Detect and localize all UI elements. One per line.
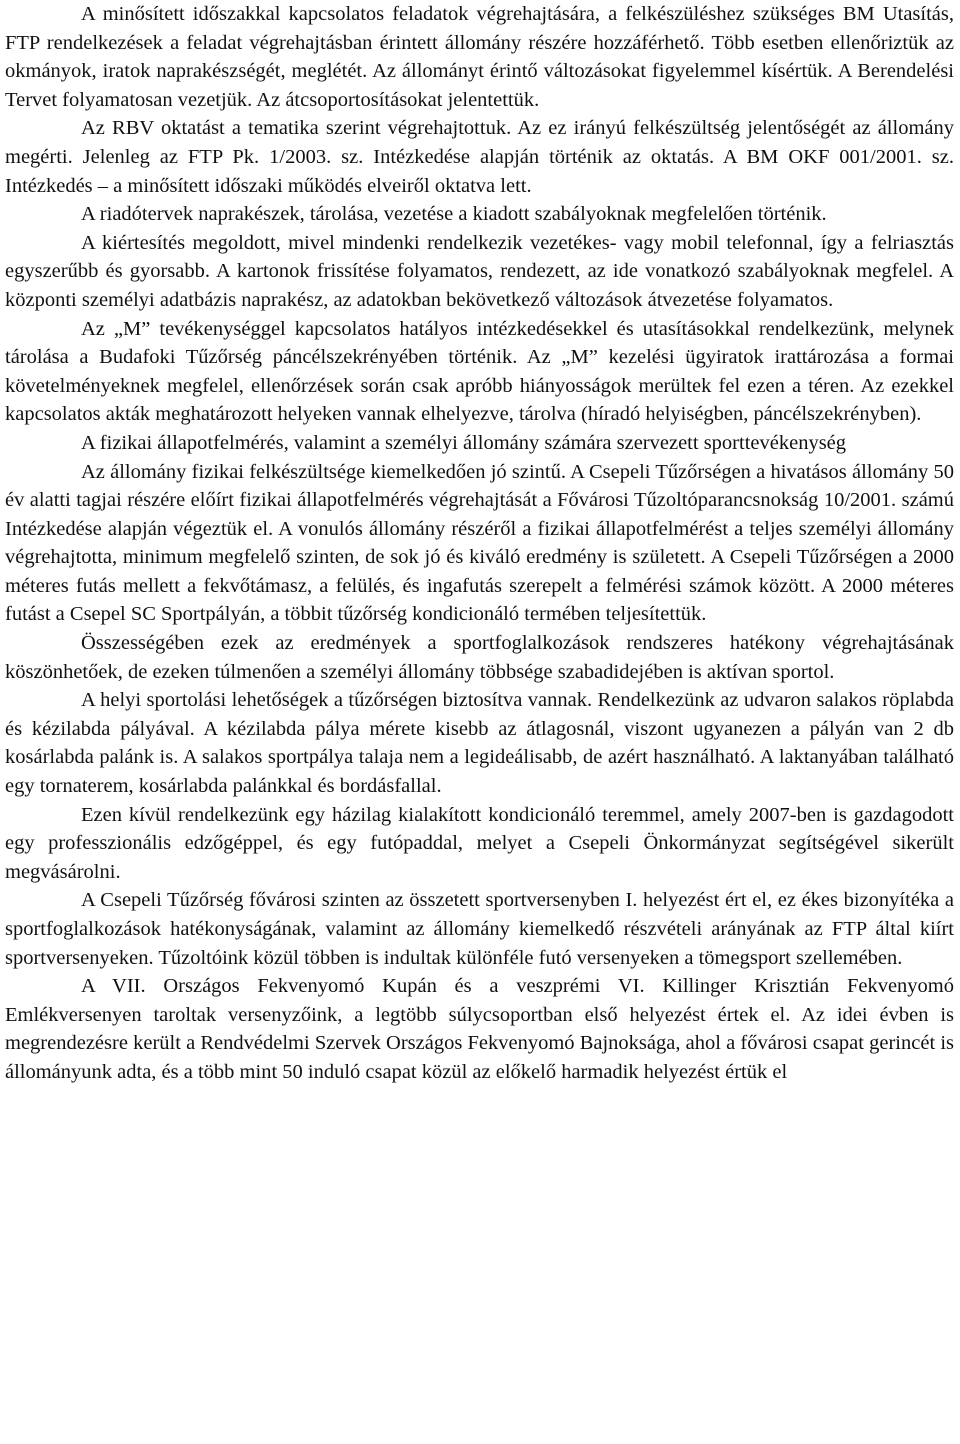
paragraph-bench-press: A VII. Országos Fekvenyomó Kupán és a veszprémi VI. Killinger Krisztián Fekvenyomó Emlékversenyen taroltak versenyzőink, a legtöbb súlycsoportban első helyezést értek el. Az idei évben is megrendezésre került a Rendvédelmi Szervek Országos Fekvenyomó Bajnoksága, ahol a fővárosi csapat gerincét is állományunk adta, és a több mint 50 induló csapat közül az előkelő harmadik helyezést értük el: [5, 975, 954, 1083]
paragraph-sport-facilities: A helyi sportolási lehetőségek a tűzőrségen biztosítva vannak. Rendelkezünk az udvaron salakos röplabda és kézilabda pályával. A kézilabda pálya mérete kisebb az átlagosnál, viszont ugyanezen a pályán van 2 db kosárlabda palánk is. A salakos sportpálya talaja nem a legideálisabb, de azért használható. A laktanyában található egy tornaterem, kosárlabda palánkkal és bordásfallal.: [5, 689, 954, 798]
document-body: [5, 0, 954, 1087]
paragraph-m-activity: Az „M” tevékenységgel kapcsolatos hatályos intézkedésekkel és utasításokkal rendelkezünk, melynek tárolása a Budafoki Tűzőrség páncélszekrényében történik. Az „M” kezelési ügyiratok irattározása a formai követelményeknek megfelel, ellenőrzések során csak apróbb hiányosságok merültek fel ezen a téren. Az ezekkel kapcsolatos akták meghatározott helyeken vannak elhelyezve, tárolva (híradó helyiségben, páncélszekrényben).: [5, 317, 954, 426]
paragraph-results-summary: Összességében ezek az eredmények a sportfoglalkozások rendszeres hatékony végrehajtásának köszönhetőek, de ezeken túlmenően a személyi állomány többsége szabadidejében is aktívan sportol.: [5, 632, 954, 683]
paragraph-fitness-room: Ezen kívül rendelkezünk egy házilag kialakított kondicionáló teremmel, amely 2007-ben is gazdagodott egy professzionális edzőgéppel, és egy futópaddal, melyet a Csepeli Önkormányzat segítségével sikerült megvásárolni.: [5, 803, 954, 883]
paragraph-rbv-training: Az RBV oktatást a tematika szerint végrehajtottuk. Az ez irányú felkészültség jelentőségét az állomány megérti. Jelenleg az FTP Pk. 1/2003. sz. Intézkedése alapján történik az oktatás. A BM OKF 001/2001. sz. Intézkedés – a minősített időszaki működés elveiről oktatva lett.: [5, 117, 954, 197]
paragraph-alarm-plans: A riadótervek naprakészek, tárolása, vezetése a kiadott szabályoknak megfelelően történik.: [81, 203, 827, 226]
section-heading-fitness: A fizikai állapotfelmérés, valamint a személyi állomány számára szervezett sporttevékenység: [81, 431, 847, 454]
paragraph-competition-results: A Csepeli Tűzőrség fővárosi szinten az összetett sportversenyben I. helyezést ért el, ez ékes bizonyítéka a sportfoglalkozások hatékonyságának, valamint az állomány kiemelkedő részvételi arányának az FTP által kiírt sportversenyeken. Tűzoltóink közül többen is indultak különféle futó versenyeken a tömegsport szellemében.: [5, 889, 954, 969]
paragraph-fitness-assessment: Az állomány fizikai felkészültsége kiemelkedően jó szintű. A Csepeli Tűzőrségen a hivatásos állomány 50 év alatti tagjai részére előírt fizikai állapotfelmérés végrehajtását a Fővárosi Tűzoltóparancsnokság 10/2001. számú Intézkedése alapján végeztük el. A vonulós állomány részéről a fizikai állapotfelmérést a teljes személyi állomány végrehajtotta, minimum megfelelő szinten, de sok jó és kiváló eredmény is született. A Csepeli Tűzőrségen a 2000 méteres futás mellett a fekvőtámasz, a felülés, és ingafutás szerepelt a felmérési számok között. A 2000 méteres futást a Csepel SC Sportpályán, a többit tűzőrség kondicionáló termében teljesítettük.: [5, 460, 954, 626]
paragraph-notification: A kiértesítés megoldott, mivel mindenki rendelkezik vezetékes- vagy mobil telefonnal, így a felriasztás egyszerűbb és gyorsabb. A kartonok frissítése folyamatos, rendezett, az ide vonatkozó szabályoknak megfelel. A központi személyi adatbázis naprakész, az adatokban bekövetkező változások átvezetése folyamatos.: [5, 231, 954, 311]
paragraph-mobilization-docs: A minősített időszakkal kapcsolatos feladatok végrehajtására, a felkészüléshez szükséges BM Utasítás, FTP rendelkezések a feladat végrehajtásban érintett állomány részére hozzáférhető. Több esetben ellenőriztük az okmányok, iratok naprakészségét, meglétét. Az állományt érintő változásokat figyelemmel kísértük. A Berendelési Tervet folyamatosan vezetjük. Az átcsoportosításokat jelentettük.: [5, 3, 954, 111]
